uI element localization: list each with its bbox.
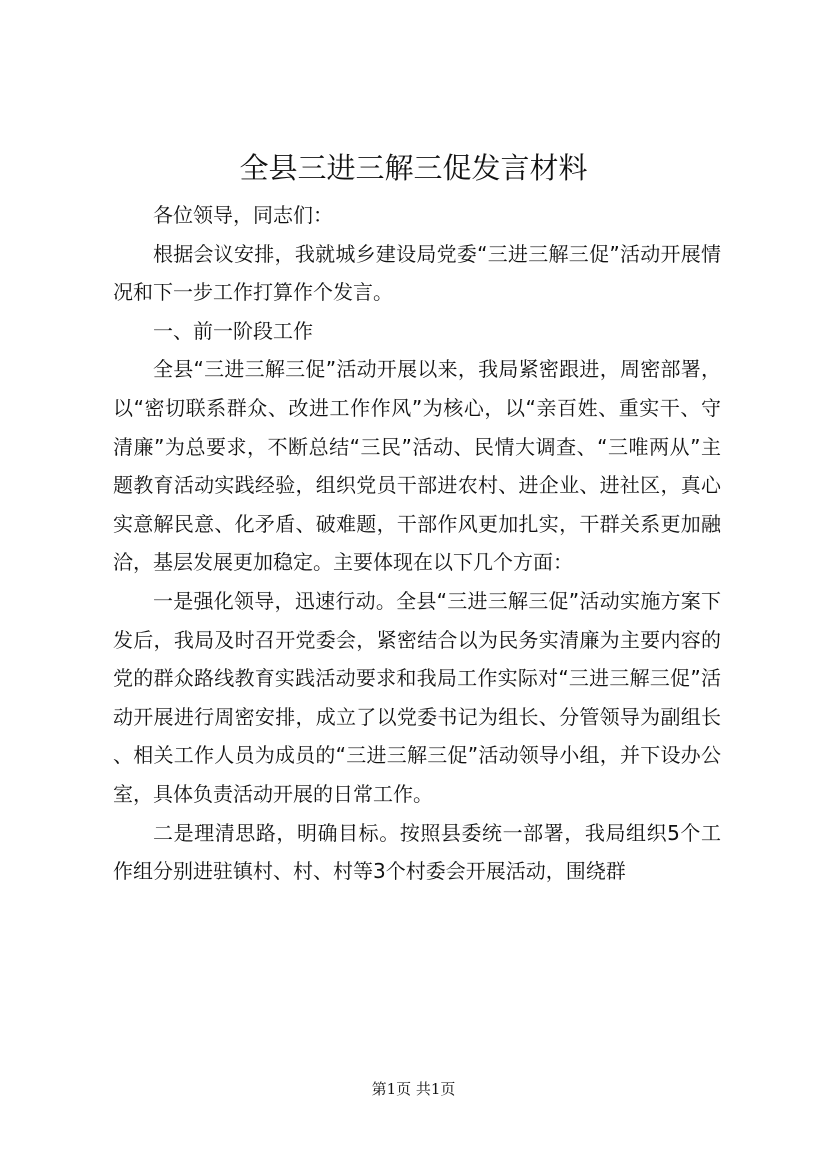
document-body bbox=[113, 196, 721, 891]
page-number-footer: 第1页 共1页 bbox=[371, 1080, 456, 1098]
intro-paragraph: 根据会议安排，我就城乡建设局党委“三进三解三促”活动开展情况和下一步工作打算作个发言。 bbox=[113, 241, 721, 305]
document-title: 全县三进三解三促发言材料 bbox=[239, 151, 588, 185]
point-two-paragraph: 二是理清思路，明确目标。按照县委统一部署，我局组织5个工作组分别进驻镇村、村、村等3个村委会开展活动，围绕群 bbox=[113, 820, 721, 884]
point-one-paragraph: 一是强化领导，迅速行动。全县“三进三解三促”活动实施方案下发后，我局及时召开党委会，紧密结合以为民务实清廉为主要内容的党的群众路线教育实践活动要求和我局工作实际对“三进三解三促”活动开展进行周密安排，成立了以党委书记为组长、分管领导为副组长、相关工作人员为成员的“三进三解三促”活动领导小组，并下设办公室，具体负责活动开展的日常工作。 bbox=[113, 588, 721, 806]
section-heading: 一、前一阶段工作 bbox=[153, 318, 313, 343]
salutation-paragraph: 各位领导，同志们： bbox=[153, 203, 333, 227]
overview-paragraph: 全县“三进三解三促”活动开展以来，我局紧密跟进，周密部署，以“密切联系群众、改进工作作风”为核心，以“亲百姓、重实干、守清廉”为总要求，不断总结“三民”活动、民情大调查、“三唯两从”主题教育活动实践经验，组织党员干部进农村、进企业、进社区，真心实意解民意、化矛盾、破难题，干部作风更加扎实，干群关系更加融洽，基层发展更加稳定。主要体现在以下几个方面： bbox=[113, 357, 721, 575]
